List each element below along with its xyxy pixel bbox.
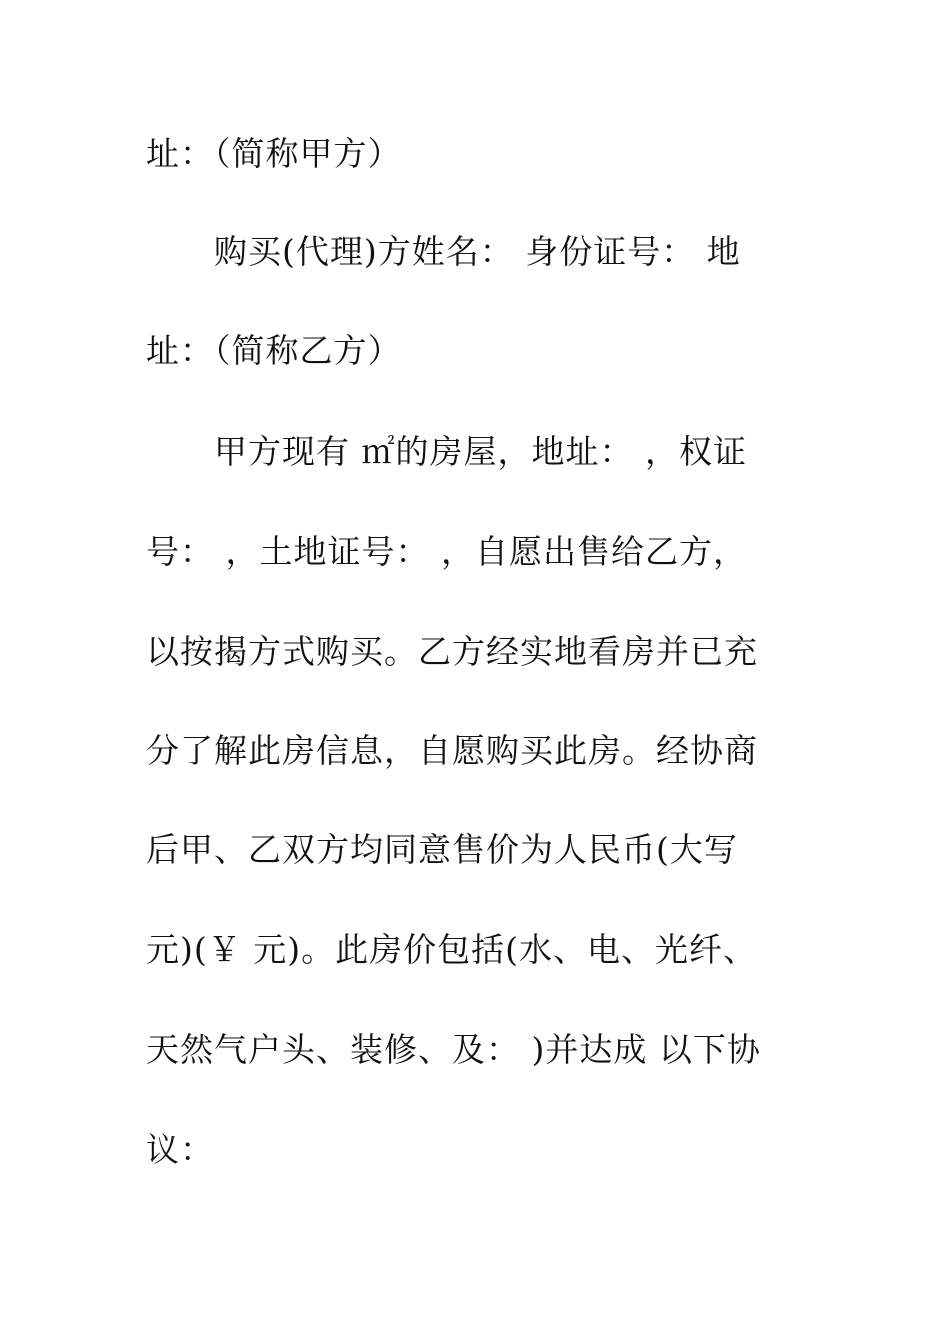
text-line-5: 号： ，土地证号： ，自愿出售给乙方，	[146, 532, 747, 571]
text-line-8: 后甲、乙双方均同意售价为人民币(大写	[146, 830, 738, 869]
text-line-2: 购买(代理)方姓名： 身份证号： 地	[214, 232, 741, 271]
text-line-10: 天然气户头、装修、及： )并达成 以下协	[146, 1030, 761, 1069]
text-line-3: 址：（简称乙方）	[146, 331, 402, 370]
text-line-11: 议：	[146, 1130, 214, 1169]
text-line-6: 以按揭方式购买。乙方经实地看房并已充	[146, 632, 758, 671]
text-line-7: 分了解此房信息，自愿购买此房。经协商	[146, 731, 758, 770]
text-line-1: 址：（简称甲方）	[146, 134, 402, 173]
text-line-9: 元)(￥ 元)。此房价包括(水、电、光纤、	[146, 930, 757, 969]
text-line-4: 甲方现有 ㎡的房屋，地址： ，权证	[214, 432, 747, 471]
